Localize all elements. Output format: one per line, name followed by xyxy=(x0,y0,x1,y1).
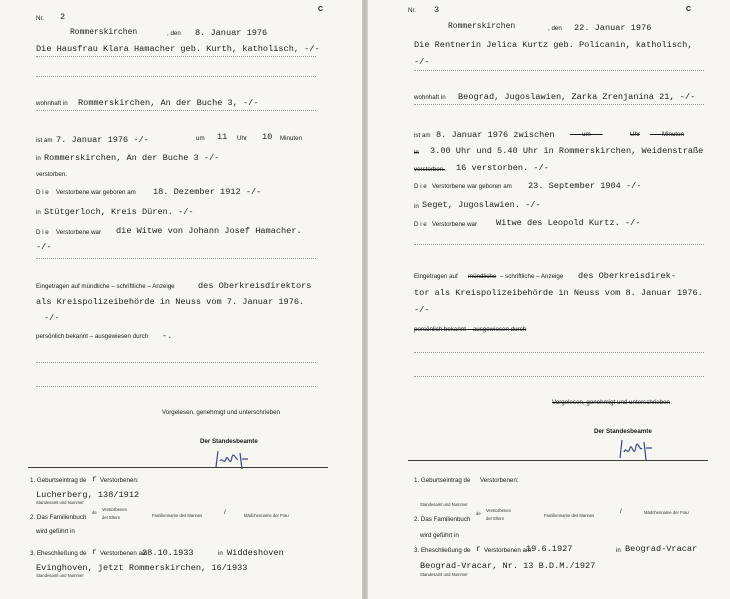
footnote-1-tail: Verstorbenen: xyxy=(100,477,139,484)
death-place-label: in xyxy=(36,155,41,162)
death-hour: 11 xyxy=(217,132,228,142)
footnote-2-line2: wird geführt in xyxy=(420,532,459,539)
registration-type: – schriftliche – Anzeige xyxy=(500,273,564,280)
footnote-2-slash: / xyxy=(224,509,226,516)
registrar-title: Der Standesbeamte xyxy=(200,438,258,445)
registration-line2: als Kreispolizeibehörde in Neuss vom 7. Januar 1976. xyxy=(36,297,305,307)
marriage-place: Beograd-Vracar xyxy=(625,544,698,554)
dotted-line xyxy=(36,362,316,363)
filler-mark: -/- xyxy=(44,313,60,323)
corner-letter: C xyxy=(686,6,692,13)
dotted-line xyxy=(414,104,704,105)
time-minuten-label: Minuten xyxy=(280,135,303,142)
marital-label: Verstorbene war xyxy=(432,221,478,228)
marriage-place: Widdeshoven xyxy=(227,548,284,558)
left-register-page xyxy=(0,0,362,599)
birth-place: Seget, Jugoslawien. -/- xyxy=(422,200,541,210)
footnote-1-label: 1. Geburtseintrag de xyxy=(30,477,87,484)
section-divider xyxy=(408,460,708,461)
footnote-2-slash: / xyxy=(620,508,622,515)
footnote-small: Standesamt und Nummer xyxy=(36,500,84,505)
dotted-line xyxy=(36,258,316,259)
deceased-person: Die Hausfrau Klara Hamacher geb. Kurth, katholisch, -/- xyxy=(36,44,320,54)
footnote-1-label: 1. Geburtseintrag de xyxy=(414,477,471,484)
footnote-3-in: in xyxy=(616,547,621,554)
birth-place-label: in xyxy=(36,209,41,216)
entry-number: 3 xyxy=(434,5,440,15)
footnote-3-in: in xyxy=(218,550,223,557)
birth-place-label: in xyxy=(414,203,419,210)
footnote-small: Standesamt und Nummer xyxy=(420,572,468,577)
footnote-2-maiden: Mädchenname der Frau xyxy=(244,513,289,518)
time-uhr-label: Uhr xyxy=(237,135,247,142)
birth-date: 23. September 1904 -/- xyxy=(528,181,642,191)
approval-text: Vorgelesen, genehmigt und unterschrieben xyxy=(162,409,280,416)
footnote-3-label: 3. Eheschließung de xyxy=(30,550,87,557)
footnote-2-de: de xyxy=(476,511,481,516)
registration-authority: des Oberkreisdirektors xyxy=(198,281,312,291)
approval-text: Vorgelesen, genehmigt und unterschrieben xyxy=(552,399,670,406)
marriage-registry: Beograd-Vracar, Nr. 13 B.D.M./1927 xyxy=(420,561,596,571)
birth-label: Verstorbene war geboren am xyxy=(432,183,512,190)
corner-letter: C xyxy=(318,6,324,13)
filler-mark: -. xyxy=(162,331,173,341)
date-prefix: , den xyxy=(548,25,562,32)
date-prefix: , den xyxy=(167,30,181,37)
struck-um: ----- um ----- xyxy=(570,131,603,138)
registry-date: 22. Januar 1976 xyxy=(574,23,652,33)
footnote-3-r: r xyxy=(476,545,481,554)
person-continuation: -/- xyxy=(414,57,430,67)
death-time: 3.00 Uhr und 5.40 Uhr in Rommerskirchen, Weidenstraße xyxy=(430,146,704,156)
registrar-title: Der Standesbeamte xyxy=(594,428,652,435)
marriage-date: 28.10.1933 xyxy=(142,548,194,558)
entry-number: 2 xyxy=(60,12,66,22)
footnote-3-mid: Verstorbenen am xyxy=(484,547,532,554)
footnote-2-verst: Verstorbenen xyxy=(102,507,127,512)
death-date-label: ist am xyxy=(414,132,431,139)
footnote-2-line2: wird geführt in xyxy=(36,528,75,535)
struck-minuten: ----- Minuten xyxy=(650,131,685,138)
residence-value: Rommerskirchen, An der Buche 3, -/- xyxy=(78,98,259,108)
death-date: 8. Januar 1976 zwischen xyxy=(436,130,555,140)
footnote-1-r: r xyxy=(92,475,97,484)
entry-number-label: Nr. xyxy=(36,15,44,22)
filler-mark: -/- xyxy=(414,305,430,315)
die-label: D i e xyxy=(36,189,49,196)
footnote-2-de: de xyxy=(92,510,97,515)
footnote-1-tail: Verstorbenen: xyxy=(480,477,519,484)
dotted-line xyxy=(36,76,316,77)
verstorben-label: verstorben. xyxy=(36,171,67,178)
dotted-line xyxy=(36,386,316,387)
birth-date: 18. Dezember 1912 -/- xyxy=(153,187,262,197)
footnote-3-label: 3. Eheschließung de xyxy=(414,547,471,554)
footnote-2-label: 2. Das Familienbuch xyxy=(414,516,471,523)
struck-uhr: Uhr xyxy=(630,131,640,138)
struck-muendliche: mündliche xyxy=(468,273,497,280)
footnote-small: Standesamt und Nummer xyxy=(36,573,84,578)
residence-label: wohnhaft in xyxy=(414,94,446,101)
death-minutes: 10 xyxy=(262,132,273,142)
die-label: D i e xyxy=(414,221,427,228)
marriage-date: 19.6.1927 xyxy=(526,544,573,554)
marital-status: die Witwe von Johann Josef Hamacher. xyxy=(116,226,302,236)
dotted-line xyxy=(414,376,704,377)
struck-identification: persönlich bekannt – ausgewiesen durch xyxy=(414,326,527,333)
struck-in: in xyxy=(414,149,419,156)
struck-verstorben: verstorben. xyxy=(414,166,445,173)
death-date: 7. Januar 1976 -/- xyxy=(56,135,149,145)
dotted-line xyxy=(414,352,704,353)
time-um-label: um xyxy=(196,135,205,142)
footnote-2-verst: Verstorbenen xyxy=(486,508,511,513)
filler-mark: -/- xyxy=(36,242,52,252)
birth-label: Verstorbene war geboren am xyxy=(56,189,136,196)
footnote-3-mid: Verstorbenen am xyxy=(100,550,148,557)
registry-date: 8. Januar 1976 xyxy=(195,28,268,38)
registration-label: Eingetragen auf xyxy=(414,273,458,280)
right-register-page xyxy=(368,0,730,599)
death-place: Rommerskirchen, An der Buche 3 -/- xyxy=(44,153,220,163)
footnote-2-fam: Familienname des Mannes xyxy=(152,513,203,518)
footnote-2-eltern: der Eltern xyxy=(486,516,505,521)
footnote-2-eltern: der Eltern xyxy=(102,515,121,520)
deceased-person: Die Rentnerin Jelica Kurtz geb. Policanin, katholisch, xyxy=(414,40,693,50)
registration-line2: tor als Kreispolizeibehörde in Neuss vom 8. Januar 1976. xyxy=(414,288,703,298)
identification-label: persönlich bekannt – ausgewiesen durch xyxy=(36,333,149,340)
residence-label: wohnhaft in xyxy=(36,100,68,107)
marital-status: Witwe des Leopold Kurtz. -/- xyxy=(496,218,641,228)
footnote-3-r: r xyxy=(92,548,97,557)
section-divider xyxy=(28,467,328,468)
dotted-line xyxy=(414,244,704,245)
death-continuation: 16 verstorben. -/- xyxy=(456,163,549,173)
registry-place: Rommerskirchen xyxy=(70,28,138,37)
registration-label: Eingetragen auf mündliche – schriftliche – Anzeige xyxy=(36,283,175,290)
dotted-line xyxy=(36,56,316,57)
dotted-line xyxy=(36,110,316,111)
footnote-2-fam: Familienname des Mannes xyxy=(544,513,595,518)
registrar-signature xyxy=(212,447,252,473)
registry-place: Rommerskirchen xyxy=(448,22,516,31)
footnote-2-label: 2. Das Familienbuch xyxy=(30,514,87,521)
die-label: D i e xyxy=(36,229,49,236)
birth-entry-value: Lucherberg, 138/1912 xyxy=(36,490,140,500)
entry-number-label: Nr. xyxy=(408,7,416,14)
dotted-line xyxy=(414,70,704,71)
registration-authority: des Oberkreisdirek- xyxy=(578,271,676,281)
footnote-small: Standesamt und Nummer xyxy=(420,502,468,507)
residence-value: Beograd, Jugoslawien, Zarka Zrenjanina 21, -/- xyxy=(458,92,696,102)
footnote-2-maiden: Mädchenname der Frau xyxy=(644,510,689,515)
die-label: D i e xyxy=(414,183,427,190)
birth-place: Stütgerloch, Kreis Düren. -/- xyxy=(44,207,194,217)
marriage-registry: Evinghoven, jetzt Rommerskirchen, 16/1933 xyxy=(36,563,248,573)
death-date-label: ist am xyxy=(36,137,53,144)
marital-label: Verstorbene war xyxy=(56,229,102,236)
